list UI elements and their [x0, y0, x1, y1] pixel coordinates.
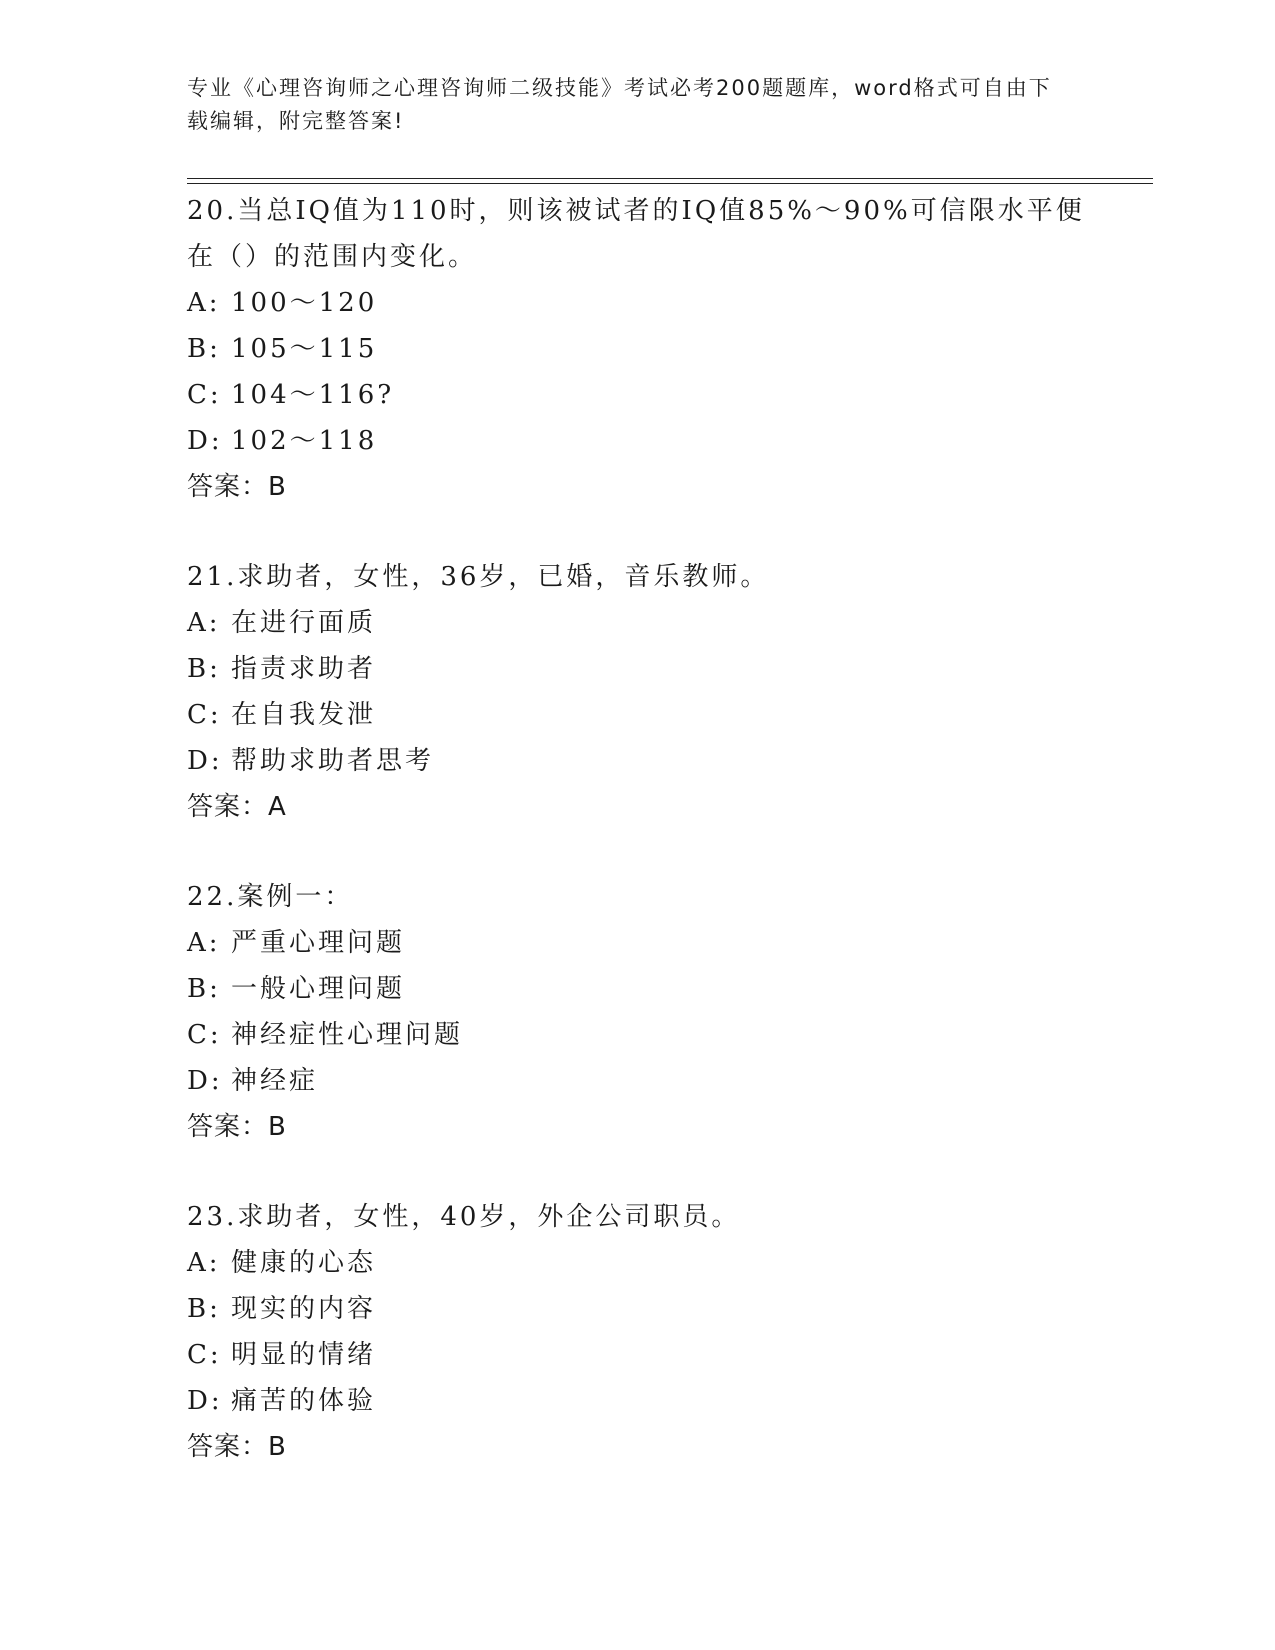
question-stem: 23.求助者，女性，40岁，外企公司职员。: [187, 1202, 741, 1232]
option-text: 104～116?: [231, 380, 395, 410]
option-key: A:: [187, 928, 221, 958]
option-c: [187, 372, 1087, 418]
question-21: [187, 554, 1087, 830]
option-text: 神经症: [231, 1066, 319, 1096]
option-text: 帮助求助者思考: [231, 746, 435, 776]
answer-line: 答案：B: [187, 1112, 287, 1142]
option-text: 在进行面质: [231, 608, 377, 638]
option-c: [187, 1332, 1087, 1378]
option-key: D:: [187, 1386, 223, 1416]
question-23: [187, 1194, 1087, 1470]
option-b: [187, 646, 1087, 692]
option-b: [187, 326, 1087, 372]
header-divider-bottom: [187, 183, 1153, 184]
option-text: 痛苦的体验: [231, 1386, 377, 1416]
question-20: [187, 188, 1087, 510]
option-d: [187, 418, 1087, 464]
option-b: [187, 1286, 1087, 1332]
question-stem: 22.案例一：: [187, 882, 354, 912]
question-22: [187, 874, 1087, 1150]
option-text: 指责求助者: [231, 654, 377, 684]
option-d: [187, 1378, 1087, 1424]
option-text: 健康的心态: [231, 1248, 377, 1278]
option-text: 神经症性心理问题: [231, 1020, 464, 1050]
option-key: C:: [187, 700, 222, 730]
option-key: A:: [187, 608, 221, 638]
option-key: A:: [187, 288, 221, 318]
option-key: B:: [187, 1294, 221, 1324]
document-intro: 专业《心理咨询师之心理咨询师二级技能》考试必考200题题库，word格式可自由下载编辑，附完整答案!: [187, 76, 1052, 133]
option-key: B:: [187, 654, 221, 684]
option-text: 明显的情绪: [231, 1340, 377, 1370]
option-d: [187, 738, 1087, 784]
option-text: 105～115: [231, 334, 378, 364]
option-a: [187, 280, 1087, 326]
option-a: [187, 600, 1087, 646]
question-stem: 21.求助者，女性，36岁，已婚，音乐教师。: [187, 562, 770, 592]
option-d: [187, 1058, 1087, 1104]
header-divider-top: [187, 178, 1153, 179]
option-key: C:: [187, 1340, 222, 1370]
option-a: [187, 920, 1087, 966]
option-text: 现实的内容: [231, 1294, 377, 1324]
question-stem: 20.当总IQ值为110时，则该被试者的IQ值85%～90%可信限水平便在（）的范围内变化。: [187, 196, 1085, 272]
option-text: 一般心理问题: [231, 974, 406, 1004]
answer-line: 答案：B: [187, 472, 287, 502]
option-text: 在自我发泄: [231, 700, 377, 730]
option-c: [187, 692, 1087, 738]
option-key: D:: [187, 1066, 223, 1096]
option-text: 严重心理问题: [231, 928, 406, 958]
option-c: [187, 1012, 1087, 1058]
option-key: D:: [187, 426, 223, 456]
option-text: 100～120: [231, 288, 378, 318]
option-key: D:: [187, 746, 223, 776]
answer-line: 答案：B: [187, 1432, 287, 1462]
option-key: A:: [187, 1248, 221, 1278]
option-key: B:: [187, 334, 221, 364]
option-key: B:: [187, 974, 221, 1004]
option-a: [187, 1240, 1087, 1286]
option-b: [187, 966, 1087, 1012]
option-key: C:: [187, 380, 222, 410]
option-text: 102～118: [231, 426, 378, 456]
option-key: C:: [187, 1020, 222, 1050]
answer-line: 答案：A: [187, 792, 287, 822]
